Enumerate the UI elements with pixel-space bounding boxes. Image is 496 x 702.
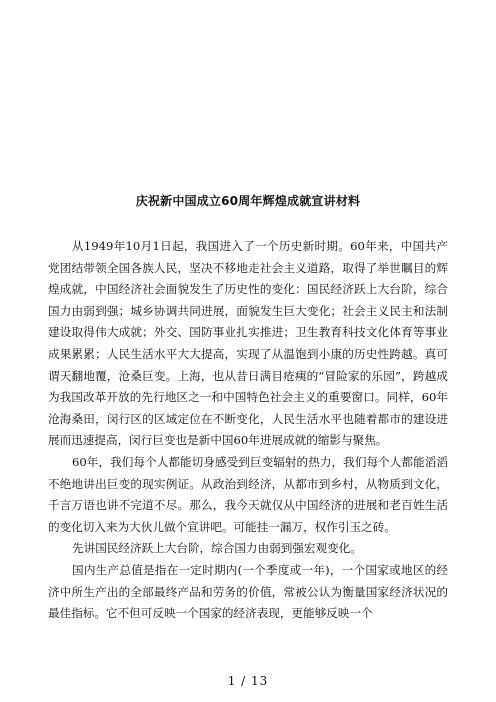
document-title: 庆祝新中国成立60周年辉煌成就宣讲材料 <box>135 194 361 208</box>
paragraph: 60年，我们每个人都能切身感受到巨变辐射的热力，我们每个人都能滔滔不绝地讲出巨变的现实例证。从政治到经济，从都市到乡村，从物质到文化，千言万语也讲不完道不尽。那么，我今天就仅从中国经济的进展和老百姓生活的变化切入来为大伙儿做个宣讲吧。可能挂一漏万，权作引玉之砖。 <box>48 454 448 534</box>
paragraph: 国内生产总值是指在一定时期内(一个季度或一年)，一个国家或地区的经济中所生产出的全部最终产品和劳务的价值，常被公认为衡量国家经济状况的最佳指标。它不但可反映一个国家的经济表现，更能够反映一个 <box>48 562 448 621</box>
paragraph: 先讲国民经济跃上大台阶，综合国力由弱到强宏观变化。 <box>72 541 362 556</box>
document-body <box>48 236 448 625</box>
page-indicator: 1 / 13 <box>227 674 269 688</box>
paragraph: 从1949年10月1日起，我国进入了一个历史新时期。60年来，中国共产党团结带领全国各族人民，坚决不移地走社会主义道路，取得了举世瞩目的辉煌成就，中国经济社会面貌发生了历史性的变化：国民经济跃上大台阶，综合国力由弱到强；城乡协调共同进展，面貌发生巨大变化；社会主义民主和法制建设取得伟大成就；外交、国防事业扎实推进；卫生教育科技文化体育等事业成果累累；人民生活水平大大提高，实现了从温饱到小康的历史性跨越。真可谓天翻地覆，沧桑巨变。上海，也从昔日满目疮痍的“冒险家的乐园”，跨越成为我国改革开放的先行地区之一和中国特色社会主义的重要窗口。同样，60年沧海桑田，闵行区的区域定位在不断变化，人民生活水平也随着都市的建设进展而迅速提高，闵行巨变也是新中国60年进展成就的缩影与聚焦。 <box>48 239 448 448</box>
